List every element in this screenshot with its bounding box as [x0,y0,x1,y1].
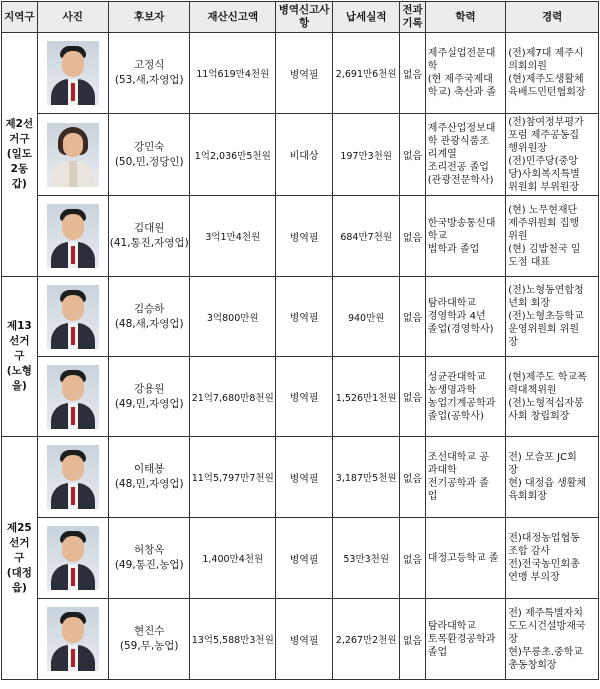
criminal-record-value: 없음 [400,114,425,196]
tax-value: 684만7천원 [333,196,400,277]
career-line: 육회회장 [508,491,547,502]
criminal-record-value: 없음 [400,599,425,680]
candidate-detail: (59,무,농업) [119,640,179,652]
candidate-name: 고정식 [134,59,165,71]
criminal-record-value: 없음 [400,33,425,114]
career-line: 포럼 제주공동집 [508,129,580,141]
candidate-row [2,196,599,277]
district-label [2,277,38,437]
career-line: 육배드민턴협회장 [508,87,586,98]
candidate-detail: (49,통진,농업) [114,559,184,571]
career-line: 연맹 부의장 [508,572,560,583]
career-line: 장 [508,633,518,645]
career-cell [506,277,599,357]
education-line: 전기공학과 졸 [427,478,489,489]
education-line: 농업기계공학과 [427,397,496,409]
career-line: (전)노형동연합청 [508,285,584,296]
photo-cell [37,357,108,437]
career-line: 전) 제주특별자치 [508,607,583,619]
tax-value: 940만원 [333,277,400,357]
candidate-detail: (48,민,자영업) [114,478,184,490]
education-cell [425,518,505,599]
candidate-name: 김대원 [134,222,165,234]
candidate-cell [108,599,190,680]
education-line: 한국방송통신대 [427,217,496,229]
criminal-record-value: 없음 [400,518,425,599]
military-value: 병역필 [276,357,333,437]
military-value: 병역필 [276,437,333,518]
header-row [2,2,599,33]
career-line: 전) 모슬포 JC회 [508,452,577,463]
woman-portrait-icon [47,123,99,187]
assets-value: 11억619만4천원 [190,33,276,114]
candidate-cell [108,277,190,357]
photo-cell [37,114,108,196]
education-line: 학교 [427,230,448,242]
tax-value: 3,187만5천원 [333,437,400,518]
career-line: 제주위원회 집행 [508,217,580,229]
career-line: 당)사회복지특별 [508,168,580,180]
career-cell [506,33,599,114]
district-label [2,437,38,680]
career-line: 운영위원회 위원 [508,324,580,335]
header-criminal: 전과기록 [400,2,425,33]
education-line: 조리전공 졸업 [427,162,489,173]
education-cell [425,437,505,518]
career-line: (현)제주도 학교폭 [508,371,587,383]
district-label-line: (노형 [6,365,32,377]
assets-value: 1,400만4천원 [190,518,276,599]
education-line: 농생명과학 [427,384,477,396]
candidate-name: 현진수 [134,625,165,637]
photo-cell [37,196,108,277]
career-line: (전)노형적십자봉 [508,397,584,409]
header-education: 학력 [425,2,505,33]
header-tax: 납세실적 [333,2,400,33]
career-line: (현)제주도생활체 [508,74,584,85]
career-line: 현)무릉초.중학교 [508,646,583,658]
education-cell [425,599,505,680]
candidate-row [2,114,599,196]
career-line: (전)민주당(중앙 [508,155,578,167]
career-cell [506,357,599,437]
career-cell [506,599,599,680]
career-line: 행위원장 [508,142,547,154]
district-label-line: 제13 [6,320,32,332]
career-line: 도도시건설방재국 [508,620,586,632]
man-portrait-icon [47,204,99,268]
education-cell [425,196,505,277]
education-cell [425,357,505,437]
education-line: 졸업(경영학사) [427,324,494,335]
assets-value: 11억5,797만7천원 [190,437,276,518]
assets-value: 13억5,588만3천원 [190,599,276,680]
education-line: 학교) 축산과 졸 [427,87,496,98]
candidate-name: 강민숙 [134,140,165,153]
district-label-line: 거구 [9,133,30,145]
candidate-detail: (53,새,자영업) [114,74,184,86]
career-line: 현) 대정읍 생활체 [508,478,587,489]
tax-value: 53만3천원 [333,518,400,599]
photo-cell [37,518,108,599]
career-line: 전)전국농민회총 [508,559,580,570]
military-value: 병역필 [276,277,333,357]
education-line: 졸업 [427,646,448,658]
candidate-cell [108,196,190,277]
man-portrait-icon [47,365,99,429]
assets-value: 3억1만4천원 [190,196,276,277]
man-portrait-icon [47,285,99,349]
candidate-row [2,599,599,680]
criminal-record-value: 없음 [400,196,425,277]
candidate-name: 이태봉 [134,463,165,475]
tax-value: 197만3천원 [333,114,400,196]
education-cell [425,33,505,114]
education-line: 리계열 [427,149,457,160]
education-line: 조선대학교 공 [427,452,489,463]
candidate-cell [108,33,190,114]
career-line: 도점 대표 [508,256,551,268]
tax-value: 2,691만6천원 [333,33,400,114]
education-line: 법학과 졸업 [427,243,480,255]
career-cell [506,437,599,518]
header-military: 병역신고사항 [276,2,333,33]
career-line: (전)제7대 제주시 [508,48,584,59]
military-value: 병역필 [276,33,333,114]
career-line: (현) 노무현재단 [508,204,578,216]
education-line: 업 [427,491,438,502]
candidate-row [2,277,599,357]
district-label-line: 갑) [11,178,27,190]
candidate-row [2,33,599,114]
candidate-detail: (50,민,정당인) [114,155,184,168]
header-photo: 사진 [37,2,108,33]
header-candidate: 후보자 [108,2,190,33]
man-portrait-icon [47,607,99,671]
education-cell [425,114,505,196]
candidate-name: 허창옥 [134,544,165,556]
career-line: 의회의원 [508,61,547,72]
career-line: 위원회 부위원장 [508,181,580,193]
assets-value: 21억7,680만8천원 [190,357,276,437]
header-assets: 재산신고액 [190,2,276,33]
military-value: 비대상 [276,114,333,196]
career-line: (현) 김밥천국 일 [508,243,581,255]
candidate-row [2,437,599,518]
photo-cell [37,33,108,114]
header-career: 경력 [506,2,599,33]
education-line: 학 관광식품조 [427,136,489,147]
candidate-name: 김승하 [134,302,165,315]
candidate-cell [108,518,190,599]
assets-value: 1억2,036만5천원 [190,114,276,196]
district-label-line: 제2선 [5,118,34,130]
career-line: 총동창회장 [508,659,557,671]
district-label-line: 선거 [9,335,30,347]
photo-cell [37,599,108,680]
candidate-detail: (48,새,자영업) [114,317,184,330]
education-line: 졸업(공학사) [427,410,484,422]
district-label-line: 2동 [10,163,29,175]
district-label-line: 읍) [11,581,27,594]
candidate-detail: (49,민,자영업) [114,397,184,410]
assets-value: 3억800만원 [190,277,276,357]
military-value: 병역필 [276,599,333,680]
education-line: 학 [427,61,438,72]
military-value: 병역필 [276,196,333,277]
career-cell [506,518,599,599]
man-portrait-icon [47,526,99,590]
education-line: 대정고등학교 졸 [427,552,499,564]
education-line: (현 제주국제대 [427,74,493,85]
career-line: (전)노형초등학교 [508,311,584,322]
education-line: 탐라대학교 [427,620,477,632]
district-label-line: (대정 [6,566,32,579]
career-line: (전)참여정부평가 [508,116,584,128]
education-line: 제주산업정보대 [427,123,496,134]
district-label-line: 선거 [9,536,30,549]
criminal-record-value: 없음 [400,277,425,357]
header-region: 지역구 [2,2,38,33]
candidate-name: 강용원 [134,382,165,395]
candidate-row [2,357,599,437]
career-line: 위원 [508,230,528,242]
district-label [2,33,38,277]
district-label-line: 제25 [6,521,32,534]
career-cell [506,196,599,277]
education-line: 탐라대학교 [427,298,477,309]
career-line: 장 [508,337,518,348]
photo-cell [37,437,108,518]
education-line: (관광전문학사) [427,175,494,186]
career-cell [506,114,599,196]
criminal-record-value: 없음 [400,357,425,437]
career-line: 력대책위원 [508,384,557,396]
district-label-line: 을) [11,380,27,392]
tax-value: 1,526만1천원 [333,357,400,437]
man-portrait-icon [47,445,99,509]
education-line: 토목환경공학과 [427,633,496,645]
career-line: 년회 회장 [508,298,551,309]
education-line: 과대학 [427,465,457,476]
photo-cell [37,277,108,357]
district-label-line: (일도 [6,148,32,160]
education-line: 경영학과 4년 [427,311,486,322]
career-line: 사회 창립회장 [508,410,570,422]
candidate-detail: (41,통진,자영업) [109,237,189,249]
district-label-line: 구 [14,551,25,564]
career-line: 조합 감사 [508,546,551,557]
candidate-cell [108,114,190,196]
candidate-row [2,518,599,599]
candidate-table [1,1,599,680]
education-line: 제주실업전문대 [427,48,496,59]
career-line: 전)대정농업협동 [508,533,580,544]
candidate-cell [108,437,190,518]
criminal-record-value: 없음 [400,437,425,518]
district-label-line: 구 [14,350,25,362]
military-value: 병역필 [276,518,333,599]
career-line: 장 [508,465,518,476]
candidate-cell [108,357,190,437]
education-cell [425,277,505,357]
tax-value: 2,267만2천원 [333,599,400,680]
education-line: 성균관대학교 [427,371,486,383]
man-portrait-icon [47,41,99,105]
